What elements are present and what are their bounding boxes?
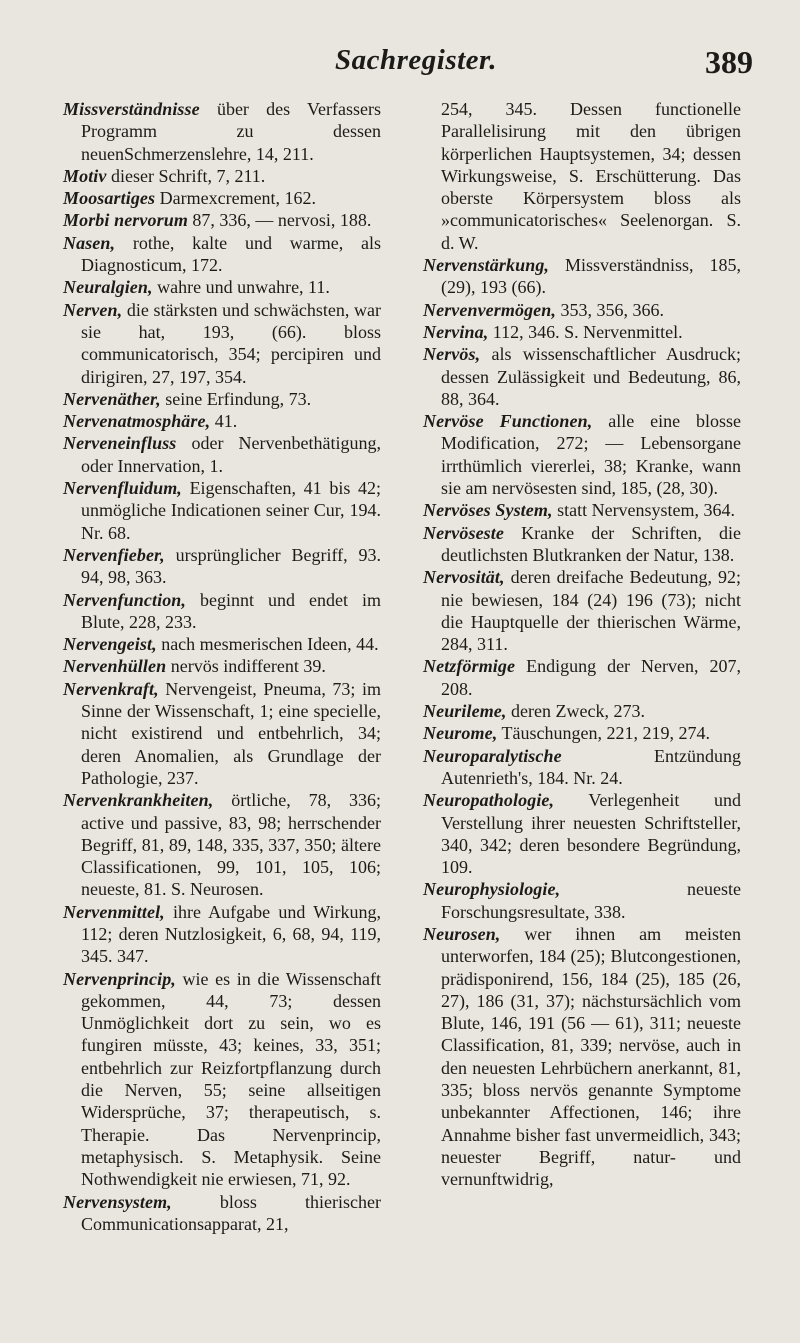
index-keyword: Morbi nervorum bbox=[63, 210, 188, 231]
index-text: als wissenschaftlicher Ausdruck; dessen Zulässigkeit und Bedeutung, 86, 88, 364. bbox=[441, 344, 741, 409]
index-entry bbox=[63, 477, 381, 544]
index-text: Darmexcrement, 162. bbox=[155, 188, 317, 209]
index-entry bbox=[423, 299, 741, 321]
index-text: 87, 336, — nervosi, 188. bbox=[187, 210, 372, 231]
index-keyword: Nasen, bbox=[63, 232, 116, 253]
index-keyword: Nervenvermögen, bbox=[423, 299, 556, 320]
index-keyword: Nervengeist, bbox=[63, 634, 157, 655]
index-text: seine Erfindung, 73. bbox=[160, 388, 312, 409]
index-text: Kranke der Schriften, die deutlichsten Blutkranken der Natur, 138. bbox=[441, 522, 741, 565]
index-text: oder Nervenbethätigung, oder Innervation, 1. bbox=[81, 433, 381, 476]
index-keyword: Nervenkraft, bbox=[63, 678, 159, 699]
index-entry bbox=[63, 232, 381, 277]
index-entry bbox=[63, 589, 381, 634]
index-keyword: Moosartiges bbox=[63, 188, 156, 209]
index-keyword: Nervensystem, bbox=[63, 1191, 172, 1212]
index-text: 353, 356, 366. bbox=[555, 299, 664, 320]
index-text: über des Verfassers Programm zu dessen neuenSchmerzenslehre, 14, 211. bbox=[81, 99, 381, 164]
index-keyword: Nervosität, bbox=[423, 567, 505, 588]
index-entry bbox=[423, 522, 741, 567]
index-text: nach mesmerischen Ideen, 44. bbox=[156, 634, 379, 655]
index-keyword: Nervenstärkung, bbox=[423, 255, 550, 276]
index-keyword: Nervenmittel, bbox=[63, 901, 165, 922]
index-text: Nervengeist, Pneuma, 73; im Sinne der Wissenschaft, 1; eine specielle, nicht existirend und entbehrlich, 34; deren Anomalien, als Grundlage der Pathologie, 237. bbox=[81, 678, 381, 788]
index-column-left bbox=[63, 98, 381, 1235]
index-text: ursprünglicher Begriff, 93. 94, 98, 363. bbox=[81, 544, 381, 588]
index-keyword: Nervös, bbox=[423, 344, 481, 365]
index-entry bbox=[423, 321, 741, 343]
index-entry bbox=[63, 633, 381, 655]
index-entry bbox=[423, 878, 741, 923]
index-entry bbox=[423, 789, 741, 878]
index-text: die stärksten und schwächsten, war sie hat, 193, (66). bloss communicatorisch, 354; percipiren und dirigiren, 27, 197, 354. bbox=[81, 299, 381, 387]
index-text: deren Zweck, 273. bbox=[506, 701, 645, 722]
index-keyword: Nervöseste bbox=[423, 522, 504, 543]
index-text: neueste Forschungsresultate, 338. bbox=[441, 879, 741, 922]
index-entry bbox=[423, 923, 741, 1191]
index-keyword: Nervenfunction, bbox=[63, 589, 186, 610]
index-entry bbox=[423, 343, 741, 410]
index-entry bbox=[423, 745, 741, 790]
running-head: Sachregister. bbox=[335, 44, 497, 76]
index-keyword: Nervenfieber, bbox=[63, 544, 165, 565]
index-entry bbox=[63, 410, 381, 432]
index-text: Missverständniss, 185, (29), 193 (66). bbox=[441, 255, 741, 298]
index-entry bbox=[63, 299, 381, 388]
index-keyword: Neurome, bbox=[423, 723, 498, 744]
index-keyword: Nervenäther, bbox=[63, 388, 161, 409]
index-text: dieser Schrift, 7, 211. bbox=[106, 165, 266, 186]
index-column-right bbox=[423, 98, 741, 1191]
index-entry bbox=[63, 209, 381, 231]
index-keyword: Nervenhüllen bbox=[63, 656, 167, 677]
index-keyword: Nervenfluidum, bbox=[63, 478, 182, 499]
index-keyword: Neuroparalytische bbox=[423, 745, 562, 766]
index-entry bbox=[423, 254, 741, 299]
index-text: nervös indifferent 39. bbox=[166, 656, 326, 677]
index-text: 41. bbox=[210, 411, 238, 432]
index-entry bbox=[63, 187, 381, 209]
index-entry bbox=[63, 678, 381, 789]
index-text: rothe, kalte und warme, als Diagnosticum, 172. bbox=[81, 232, 381, 276]
page-header bbox=[0, 40, 800, 90]
index-keyword: Neurosen, bbox=[423, 923, 501, 944]
index-text: Täuschungen, 221, 219, 274. bbox=[497, 723, 710, 744]
index-entry bbox=[63, 544, 381, 589]
index-keyword: Nervöses System, bbox=[423, 500, 553, 521]
index-text: alle eine blosse Modification, 272; — Lebensorgane irrthümlich viererlei, 38; Kranke, wann sie am nervösesten sind, 185, (28, 30). bbox=[441, 411, 741, 499]
index-keyword: Neuropathologie, bbox=[423, 790, 555, 811]
index-keyword: Nerveneinfluss bbox=[63, 433, 177, 454]
index-entry bbox=[423, 655, 741, 700]
index-keyword: Nervina, bbox=[423, 321, 489, 342]
index-text: ihre Aufgabe und Wirkung, 112; deren Nutzlosigkeit, 6, 68, 94, 119, 345. 347. bbox=[81, 901, 381, 967]
index-keyword: Nervenkrankheiten, bbox=[63, 790, 214, 811]
index-text: Endigung der Nerven, 207, 208. bbox=[441, 656, 741, 699]
index-entry bbox=[423, 410, 741, 499]
index-text: Entzündung Autenrieth's, 184. Nr. 24. bbox=[441, 745, 741, 788]
index-entry bbox=[63, 901, 381, 968]
index-text: wie es in die Wissenschaft gekommen, 44, 73; dessen Unmöglichkeit dort zu sein, wo es fungiren müsste, 43; keines, 33, 351; entbehrlich zur Reizfortpflanzung durch die Nerven, 55; seine allseitigen Widersprüche, 37; therapeutisch, s. Therapie. Das Nervenprincip, metaphysisch. S. Metaphysik. Seine Nothwendigkeit nie erwiesen, 71, 92. bbox=[81, 968, 381, 1190]
index-entry bbox=[423, 722, 741, 744]
index-keyword: Neuralgien, bbox=[63, 277, 153, 298]
index-entry bbox=[63, 655, 381, 677]
index-keyword: Nerven, bbox=[63, 299, 123, 320]
index-keyword: Motiv bbox=[63, 165, 107, 186]
index-entry bbox=[63, 968, 381, 1191]
index-entry bbox=[423, 700, 741, 722]
index-keyword: Neurileme, bbox=[423, 701, 507, 722]
index-keyword: Nervenatmosphäre, bbox=[63, 411, 211, 432]
index-keyword: Nervöse Functionen, bbox=[423, 411, 593, 432]
index-entry bbox=[63, 388, 381, 410]
index-text: Eigenschaften, 41 bis 42; unmögliche Indicationen seiner Cur, 194. Nr. 68. bbox=[81, 478, 381, 543]
index-keyword: Missverständnisse bbox=[63, 99, 200, 119]
index-text: wer ihnen am meisten unterworfen, 184 (25); Blutcongestionen, prädisponirend, 156, 184 (25), 185 (26, 27), 186 (31, 37); nächstursächlich vom Blute, 146, 191 (56 — 61), 311; neueste Classification, 81, 339; nervöse, auch in den neuesten Lehrbüchern anerkannt, 81, 335; bloss nervös genannte Symptome unbekannter Affectionen, 146; ihre Annahme bisher fast unvermeidlich, 343; neuester Begriff, natur- und vernunftwidrig, bbox=[441, 923, 741, 1190]
index-keyword: Neurophysiologie, bbox=[423, 879, 561, 900]
index-text: 112, 346. S. Nervenmittel. bbox=[488, 321, 683, 342]
index-text: deren dreifache Bedeutung, 92; nie bewiesen, 184 (24) 196 (73); nicht die Hauptquelle der thierischen Wärme, 284, 311. bbox=[441, 567, 741, 655]
index-keyword: Netzförmige bbox=[423, 656, 516, 677]
index-text: bloss thierischer Communicationsapparat, 21, bbox=[81, 1191, 381, 1234]
index-text: örtliche, 78, 336; active und passive, 83, 98; herrschender Begriff, 81, 89, 148, 335, 337, 350; ältere Classificationen, 99, 101, 105, 106; neueste, 81. S. Neurosen. bbox=[81, 790, 381, 900]
index-text: wahre und unwahre, 11. bbox=[152, 277, 330, 298]
index-text: Verlegenheit und Verstellung ihrer neuesten Schriftsteller, 340, 342; deren besondere Begründung, 109. bbox=[441, 790, 741, 878]
index-entry bbox=[423, 566, 741, 655]
index-entry bbox=[423, 499, 741, 521]
index-entry bbox=[63, 789, 381, 900]
index-entry bbox=[63, 1191, 381, 1236]
index-entry bbox=[63, 165, 381, 187]
index-entry bbox=[63, 98, 381, 165]
index-continuation: 254, 345. Dessen functionelle Parallelisirung mit den übrigen körperlichen Hauptsystemen, 34; dessen Wirkungsweise, S. Erschütterung. Das oberste Körpersystem bloss als »communicatorisches« Seelenorgan. S. d. W. bbox=[441, 99, 741, 253]
index-text: beginnt und endet im Blute, 228, 233. bbox=[81, 589, 381, 632]
index-entry bbox=[63, 432, 381, 477]
index-entry bbox=[63, 276, 381, 298]
page-number: 389 bbox=[705, 44, 753, 80]
index-keyword: Nervenprincip, bbox=[63, 968, 176, 989]
index-text: statt Nervensystem, 364. bbox=[552, 500, 736, 521]
